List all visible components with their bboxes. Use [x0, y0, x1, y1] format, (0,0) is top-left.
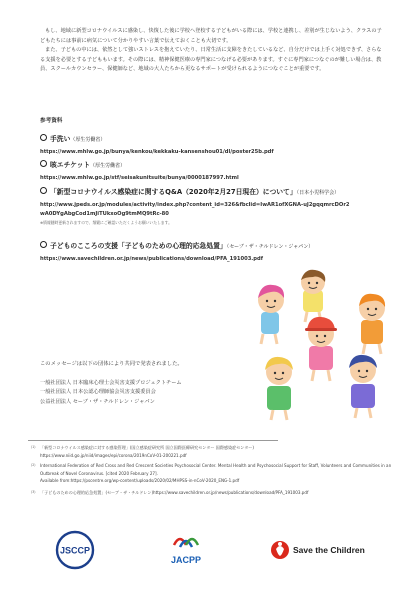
footnote-link[interactable]: https://www.niid.go.jp/niid/images/epi/corona/2019nCoV-01-200221.pdf [40, 452, 187, 458]
child-figure [359, 294, 385, 354]
save-the-children-logo-text: Save the Children [293, 545, 365, 555]
joint-statement-message: このメッセージは以下の団体により共同で発表されました。 [40, 361, 183, 367]
footnote-text: 「新型コロナウイルス感染症に対する感染管理」(国立感染症研究所 国立国際医療研究センター 国際感染症センター) [40, 445, 254, 450]
reference-source: （日本小児科学会） [296, 190, 340, 196]
footnote-marker: (3) [31, 490, 36, 494]
reference-title: 手洗い [50, 135, 71, 143]
circle-bullet-icon [40, 160, 47, 167]
footnote-text: 「子どものための心理的応急処置」(セーブ・ザ・チルドレン)https://www.savechildren.or.jp/news/publications/download/PFA_191003.pdf [40, 490, 309, 495]
save-the-children-logo [271, 541, 365, 559]
footnote-item [31, 489, 400, 497]
reference-item [40, 133, 390, 157]
references-title: 参考資料 [40, 118, 63, 124]
logo-bar [0, 525, 420, 575]
organization-list [40, 379, 182, 407]
reference-link[interactable]: https://www.savechildren.or.jp/news/publications/download/PFA_191003.pdf [40, 256, 263, 262]
reference-item [40, 240, 390, 264]
circle-bullet-icon [40, 134, 47, 141]
jsccp-logo-text: JSCCP [59, 545, 91, 556]
reference-source: （厚生労働省） [90, 163, 126, 169]
footnote-link[interactable]: Available from:https://pscentre.org/wp-content/uploads/2020/02/MHPSS-in-nCoV-2020_ENG-1.pdf [40, 478, 240, 484]
circle-bullet-icon [40, 187, 47, 194]
child-figure [258, 285, 284, 344]
intro-text [40, 27, 385, 75]
child-figure [305, 317, 337, 381]
organization-item: 一般社団法人 日本公認心理師協会災害支援委員会 [40, 389, 156, 396]
intro-paragraph-1: もし、地域に新型コロナウイルスに感染し、快復した後に学校へ登校する子どもがいる際には、学校と連携し、差別が生じないよう、クラスの子どもたちには事前に病気について分かりやすい言葉で伝えておくことも大切です。 [40, 28, 382, 44]
jacpp-logo-text: JACPP [170, 555, 202, 565]
reference-source: （厚生労働省） [70, 137, 106, 143]
child-figure [301, 270, 325, 322]
reference-link[interactable]: https://www.mhlw.go.jp/stf/seisakunitsuite/bunya/0000187997.html [40, 175, 239, 181]
jacpp-logo [171, 539, 201, 565]
reference-title: 子どものこころの支援「子どものための心理的応急処置」 [50, 242, 227, 250]
footnote-text: International Federation of Red Cross and Red Crescent Societies Psychosocial Center. Mental Health and Psychosocial Support for Staff, Volunteers and Communities in an Outbreak of Novel Coronavirus. [cited 2020 February 27]. [40, 463, 392, 476]
reference-item [40, 159, 390, 183]
jsccp-logo [57, 532, 93, 568]
reference-title: 「新型コロナウイルス感染症に関するQ&A（2020年2月27日現在）について」 [50, 188, 297, 196]
child-figure [265, 357, 293, 420]
child-figure [349, 355, 377, 418]
footnote-item [31, 462, 400, 485]
footnote-item [31, 444, 400, 459]
reference-link[interactable]: http://www.jpeds.or.jp/modules/activity/index.php?content_id=326&fbclid=IwAR1ofXGNA-uJ2gqqmrcDOr2wA0DYgAbgCod1mJiTUkxoOg9tmMQ9tRc-80 [40, 202, 350, 217]
circle-bullet-icon [40, 241, 47, 248]
reference-title: 咳エチケット [50, 161, 91, 169]
reference-link[interactable]: https://www.mhlw.go.jp/bunya/kenkou/kekkaku-kansenshou01/dl/poster25b.pdf [40, 149, 274, 155]
children-illustration [255, 268, 405, 426]
intro-paragraph-2: また、子どもの中には、依然として強いストレスを抱えていたり、日常生活に支障をきたしているなど、自分だけでは上手く対処できず、さらなる支援を必要とする子どももいます。その際には、精神保健医療の専門家につなげる必要があります。すぐに専門家につなぐのが難しい場合は、教員、スクールカウンセラー、保健師など、地域の大人たちから更なるサポートが受けられるようにつなぐことが重要です。 [40, 47, 382, 72]
footnote-marker: (2) [31, 463, 36, 467]
reference-source: （セーブ・ザ・チルドレン・ジャパン） [226, 244, 314, 250]
organization-item: 公益社団法人 セーブ・ザ・チルドレン・ジャパン [40, 398, 155, 405]
reference-note: ※情報随時更新されますので、頻繁にご確認いただくようお願いいたします。 [40, 220, 172, 225]
reference-item [40, 186, 390, 226]
organization-item: 一般社団法人 日本臨床心理士会災害支援プロジェクトチーム [40, 380, 182, 386]
footnote-divider [28, 440, 278, 441]
footnote-marker: (1) [31, 445, 36, 449]
